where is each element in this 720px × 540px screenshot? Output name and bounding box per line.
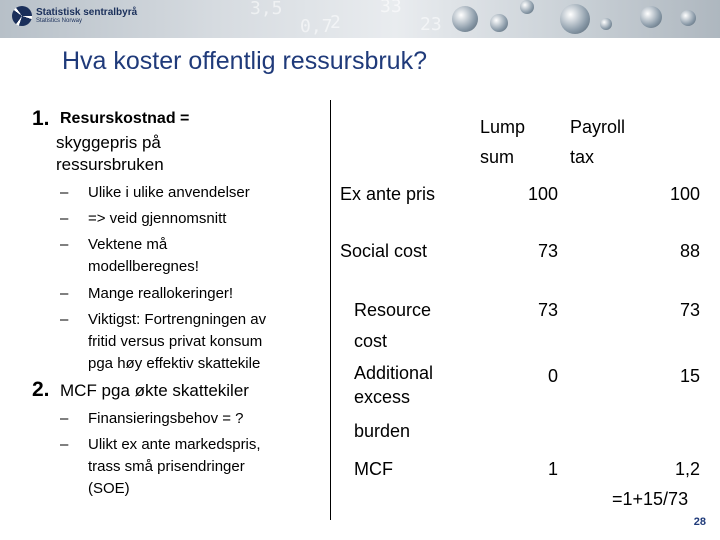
bubble-graphic (640, 6, 662, 28)
column-header-payroll: tax (570, 147, 595, 167)
sub-bullet-text: => veid gjennomsnitt (88, 210, 227, 227)
sub-bullet-text: pga høy effektiv skattekile (88, 355, 261, 372)
ssb-logo-icon (12, 6, 32, 26)
header-banner (0, 0, 720, 38)
item-heading: Resurskostnad = (60, 110, 190, 127)
bubble-graphic (490, 14, 508, 32)
banner-number: 0,7 (300, 16, 333, 37)
ssb-logo (12, 6, 137, 26)
item-text: ressursbruken (56, 155, 164, 174)
dash: – (60, 236, 69, 253)
bubble-graphic (600, 18, 612, 30)
sub-bullet-text: modellberegnes! (88, 258, 199, 275)
cell-lump: 73 (537, 241, 558, 261)
column-header-payroll: Payroll (570, 117, 626, 137)
row-label: burden (354, 421, 411, 441)
row-label: excess (354, 387, 411, 407)
outline-item-2 (32, 378, 322, 406)
bubble-graphic (520, 0, 534, 14)
bubble-graphic (452, 6, 478, 32)
dash: – (60, 410, 69, 427)
row-label: Additional (354, 363, 434, 383)
cell-lump: 0 (547, 366, 558, 386)
sub-bullet-text: trass små prisendringer (88, 458, 245, 475)
sub-bullet-text: Vektene må (88, 236, 168, 253)
row-label: Social cost (340, 241, 428, 261)
outline-item-1 (32, 107, 322, 187)
mcf-formula-note: =1+15/73 (612, 489, 689, 509)
dash: – (60, 210, 69, 227)
row-label: Resource (354, 300, 432, 320)
dash: – (60, 285, 69, 302)
item-text: skyggepris på (56, 133, 161, 152)
sub-bullet-text: Finansieringsbehov = ? (88, 410, 244, 427)
cell-payroll: 1,2 (674, 459, 700, 479)
banner-number: 23 (420, 14, 442, 35)
row-label: cost (354, 331, 388, 351)
sub-bullet-text: fritid versus privat konsum (88, 333, 263, 350)
page-number: 28 (693, 516, 706, 528)
cell-payroll: 100 (669, 184, 700, 204)
bubble-graphic (560, 4, 590, 34)
item-number: 2. (32, 378, 50, 401)
bubble-graphic (680, 10, 696, 26)
cell-payroll: 15 (679, 366, 700, 386)
cell-payroll: 88 (679, 241, 700, 261)
logo-name: Statistisk sentralbyrå (36, 6, 138, 18)
banner-number: 3,5 (250, 0, 283, 19)
logo-subtitle: Statistics Norway (36, 17, 83, 24)
page-title: Hva koster offentlig ressursbruk? (62, 47, 427, 75)
sub-bullet-text: Mange reallokeringer! (88, 285, 234, 302)
cell-payroll: 73 (679, 300, 700, 320)
sub-bullet-text: Ulike i ulike anvendelser (88, 184, 250, 201)
cell-lump: 100 (527, 184, 558, 204)
cell-lump: 1 (547, 459, 558, 479)
sub-bullet-text: Viktigst: Fortrengningen av (88, 311, 267, 328)
sub-bullet-text: Ulikt ex ante markedspris, (88, 436, 261, 453)
dash: – (60, 311, 69, 328)
column-header-lump: Lump (480, 117, 526, 137)
column-header-lump: sum (480, 147, 515, 167)
item-number: 1. (32, 107, 50, 130)
table-divider (330, 100, 331, 520)
row-label: MCF (354, 459, 393, 479)
row-label: Ex ante pris (340, 184, 436, 204)
dash: – (60, 436, 69, 453)
sub-bullet-text: (SOE) (88, 480, 130, 497)
banner-number: 33 (380, 0, 402, 17)
cell-lump: 73 (537, 300, 558, 320)
item-heading: MCF pga økte skattekiler (60, 381, 249, 400)
banner-number: 2 (330, 12, 341, 33)
dash: – (60, 184, 69, 201)
